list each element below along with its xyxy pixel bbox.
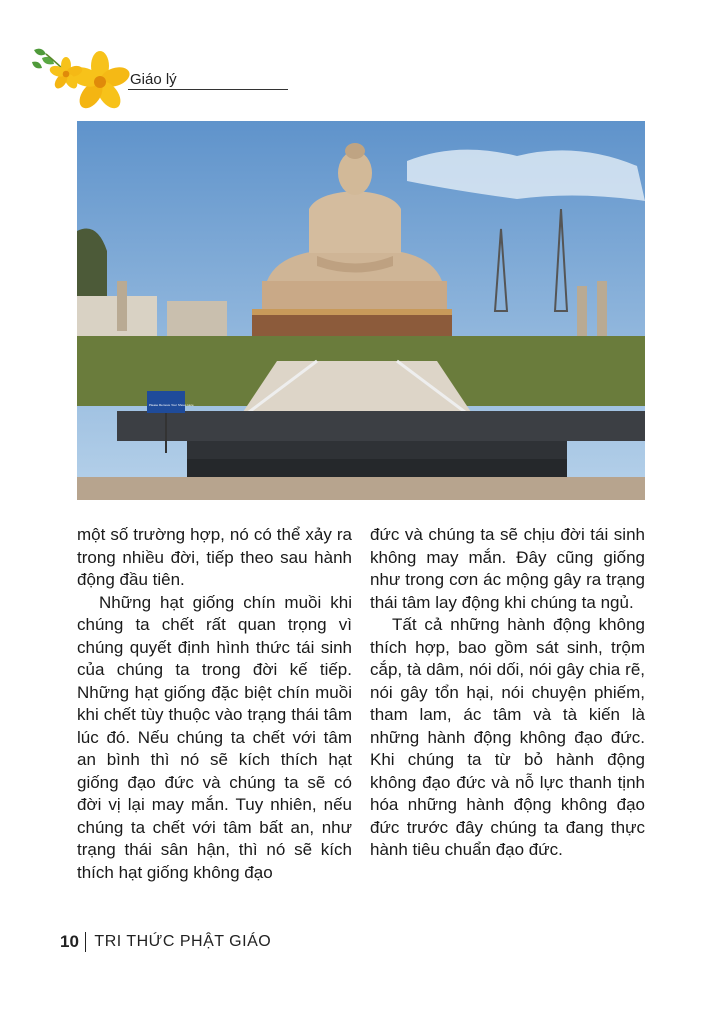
publication-name: TRI THỨC PHẬT GIÁO [94, 933, 272, 950]
paragraph: đức và chúng ta sẽ chịu đời tái sinh không may mắn. Đây cũng giống như trong cơn ác mộng gây ra trạng thái tâm lay động khi chúng ta ngủ. [370, 525, 645, 612]
header-rule [128, 89, 288, 90]
right-column [370, 524, 645, 862]
section-title: Giáo lý [130, 71, 177, 88]
yellow-flower-icon [28, 44, 138, 114]
shoes-sign: Please Remove Your Shoes Here [149, 403, 194, 407]
footer-divider [85, 932, 87, 952]
page-footer [60, 932, 271, 952]
paragraph: Tất cả những hành động không thích hợp, bao gồm sát sinh, trộm cắp, tà dâm, nói dối, nói gây chia rẽ, nói gây tổn hại, nói chuyện phiếm, tham lam, ác tâm và tà kiến là những hành động không đạo đức. Khi chúng ta từ bỏ hành động không đạo đức và nỗ lực thanh tịnh hóa những hành động không đạo đức trước đây chúng ta đang thực hành tiêu chuẩn đạo đức. [370, 615, 645, 859]
buddha-photo [77, 121, 645, 500]
left-column [77, 524, 352, 884]
page-number: 10 [60, 932, 79, 951]
paragraph: Những hạt giống chín muồi khi chúng ta chết rất quan trọng vì chúng quyết định hình thức tái sinh của chúng ta trong đời kế tiếp. Những hạt giống đặc biệt chín muồi khi chết tùy thuộc vào trạng thái tâm lúc đó. Nếu chúng ta chết với tâm an bình thì nó sẽ kích thích hạt giống đạo đức và chúng ta sẽ có đời vị lại may mắn. Tuy nhiên, nếu chúng ta chết với tâm bất an, như trạng thái sân hận, thì nó sẽ kích thích hạt giống không đạo [77, 592, 352, 882]
paragraph: một số trường hợp, nó có thể xảy ra trong nhiều đời, tiếp theo sau hành động đầu tiên. [77, 525, 352, 589]
